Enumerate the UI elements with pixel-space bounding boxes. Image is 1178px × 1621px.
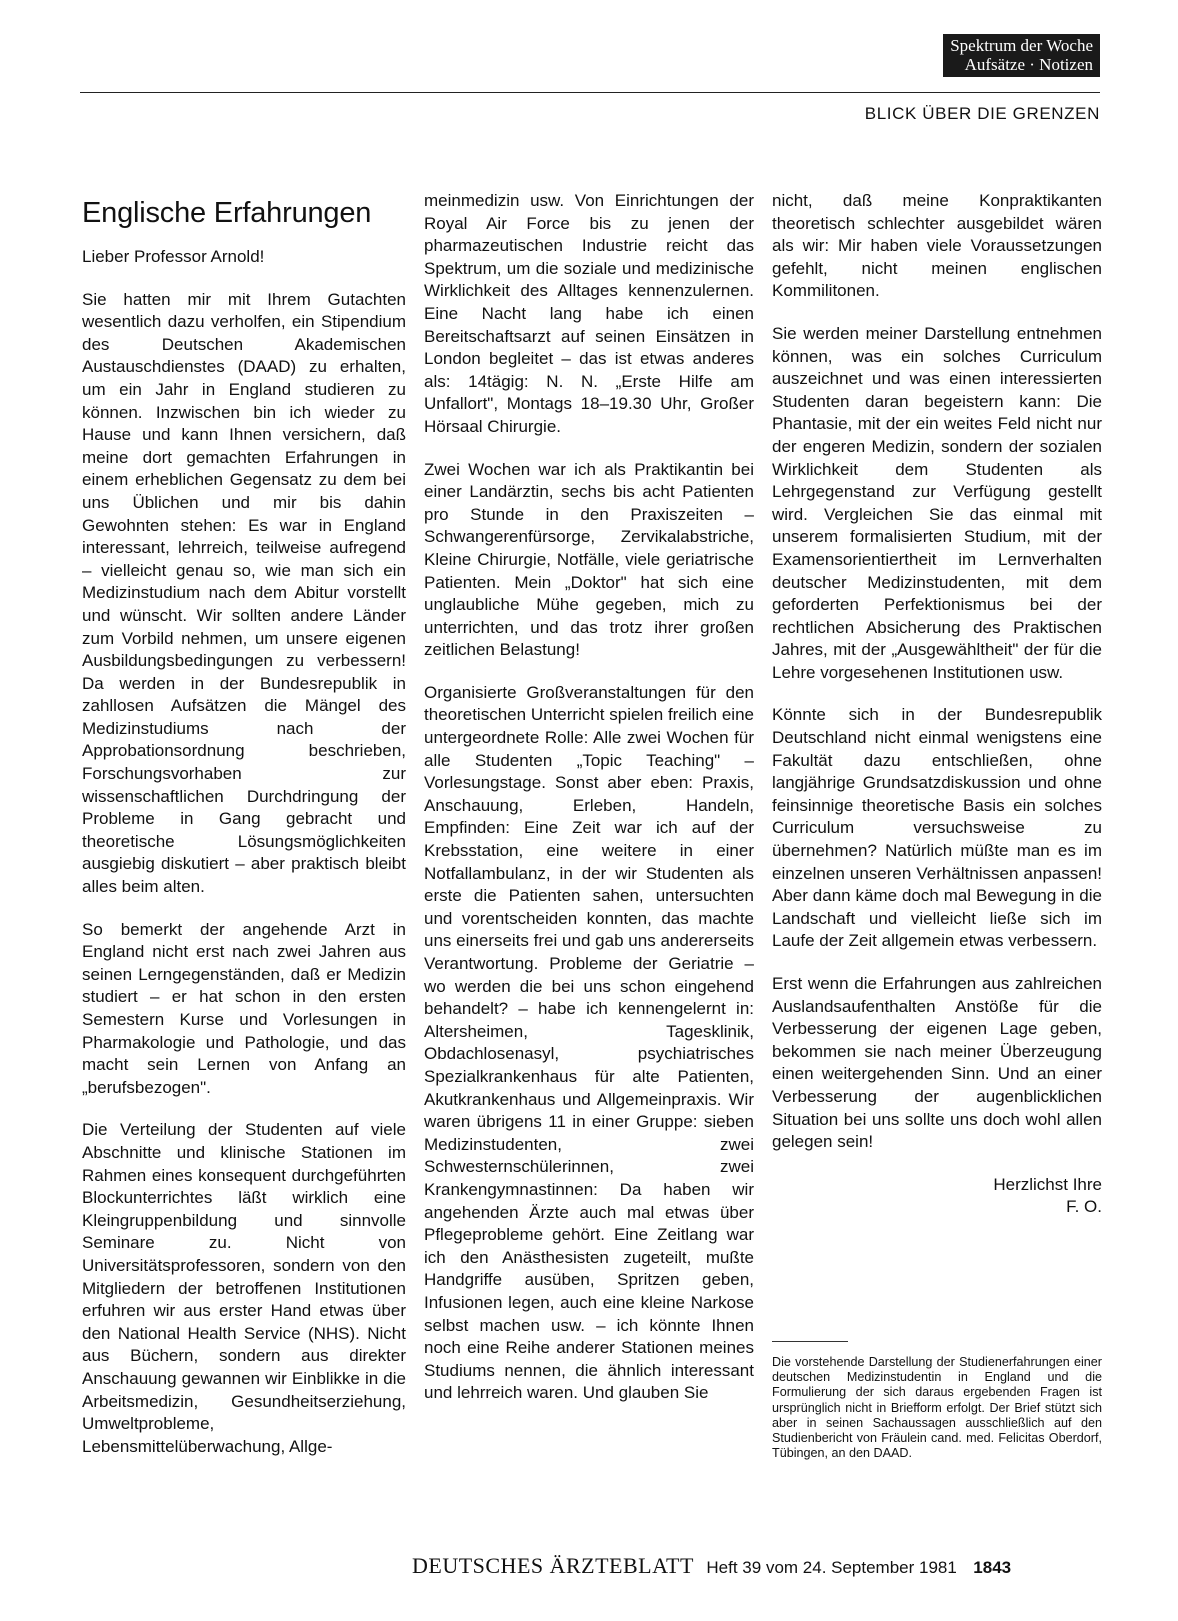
footnote-rule (772, 1341, 848, 1342)
signature: F. O. (1066, 1197, 1102, 1217)
paragraph: nicht, daß meine Konpraktikanten theoretisch schlechter ausgebildet wären als wir: Mir haben viele Voraussetzungen gefehlt, nicht meinen englischen Kommilitonen. (772, 191, 1102, 301)
header-line-1: Spektrum der Woche (950, 36, 1093, 55)
paragraph: Erst wenn die Erfahrungen aus zahlreichen Auslandsaufenthalten Anstöße für die Verbesserung der eigenen Lage geben, bekommen sie nach meiner Überzeugung einen weitergehenden Sinn. Und an einer Verbesserung der augenblicklichen Situation bei uns sollte uns doch wohl allen gelegen sein! (772, 974, 1102, 1152)
closing-block (772, 1174, 1102, 1219)
header-line-2: Aufsätze · Notizen (964, 55, 1093, 74)
section-header-box (943, 34, 1100, 77)
closing: Herzlichst Ihre (993, 1174, 1102, 1194)
header-rule (80, 92, 1100, 93)
section-label: BLICK ÜBER DIE GRENZEN (864, 104, 1100, 123)
page-footer (412, 1553, 1011, 1579)
column-2 (424, 190, 754, 1425)
column-1 (82, 246, 406, 1478)
page-number: 1843 (973, 1558, 1012, 1577)
salutation: Lieber Professor Arnold! (82, 247, 265, 266)
journal-name: DEUTSCHES ÄRZTEBLATT (412, 1553, 694, 1578)
column-3 (772, 190, 1102, 1219)
paragraph: Könnte sich in der Bundesrepublik Deutschland nicht einmal wenigstens eine Fakultät dazu entschließen, ohne langjährige Grundsatzdiskussion und ohne feinsinnige theoretische Basis ein solches Curriculum versuchsweise zu übernehmen? Natürlich müßte man es im einzelnen unseren Verhältnissen anpassen! Aber dann käme doch mal Bewegung in die Landschaft und vielleicht ließe sich im Laufe der Zeit allgemein etwas verbessern. (772, 705, 1102, 951)
paragraph: Sie hatten mir mit Ihrem Gutachten wesentlich dazu verholfen, ein Stipendium des Deutschen Akademischen Austauschdienstes (DAAD) zu erhalten, um ein Jahr in England studieren zu können. Inzwischen bin ich wieder zu Hause und kann Ihnen versichern, daß meine dort gemachten Erfahrungen in einem erheblichen Gegensatz zu dem bei uns Üblichen und mir bis dahin Gewohnten stehen: Es war in England interessant, lehrreich, teilweise aufregend – vielleicht genau so, wie man sich ein Medizinstudium nach dem Abitur vorstellt und wünscht. Wir sollten andere Länder zum Vorbild nehmen, um unsere eigenen Ausbildungsbedingungen zu verbessern! Da werden in der Bundesrepublik in zahllosen Aufsätzen die Mängel des Medizinstudiums nach der Approbationsordnung beschrieben, Forschungsvorhaben zur wissenschaftlichen Durchdringung der Probleme in Gang gebracht und theoretische Lösungsmöglichkeiten ausgiebig diskutiert – aber praktisch bleibt alles beim alten. (82, 289, 406, 897)
paragraph: So bemerkt der angehende Arzt in England nicht erst nach zwei Jahren aus seinen Lerngegenständen, daß er Medizin studiert – er hat schon in den ersten Semestern Kurse und Vorlesungen in Pharmakologie und Pathologie, und das macht sein Lernen von Anfang an „berufsbezogen". (82, 919, 406, 1097)
paragraph: Zwei Wochen war ich als Praktikantin bei einer Landärztin, sechs bis acht Patienten pro Stunde in den Praxiszeiten – Schwangerenfürsorge, Zervikalabstriche, Kleine Chirurgie, Notfälle, viele geriatrische Patienten. Mein „Doktor" hat sich eine unglaubliche Mühe gegeben, mich zu unterrichten, und das trotz ihrer großen zeitlichen Belastung! (424, 459, 754, 660)
issue-info: Heft 39 vom 24. September 1981 (706, 1558, 957, 1577)
footnote: Die vorstehende Darstellung der Studienerfahrungen einer deutschen Medizinstudentin in England und die Formulierung der sich daraus ergebenden Fragen ist ursprünglich nicht in Briefform erfolgt. Der Brief stützt sich aber in seinen Sachaussagen ausschließlich auf den Studienbericht von Fräulein cand. med. Felicitas Oberdorf, Tübingen, an den DAAD. (772, 1355, 1102, 1461)
paragraph: Sie werden meiner Darstellung entnehmen können, was ein solches Curriculum auszeichnet und was einen interessierten Studenten daran begeistern kann: Die Phantasie, mit der ein weites Feld nicht nur der engeren Medizin, sondern der sozialen Wirklichkeit dem Studenten als Lehrgegenstand zur Verfügung gestellt wird. Vergleichen Sie das einmal mit unserem formalisierten Studium, mit der Examensorientiertheit im Lernverhalten deutscher Medizinstudenten, mit dem geforderten Perfektionismus bei der rechtlichen Absicherung des Praktischen Jahres, mit der „Ausgewähltheit" der für die Lehre vorgesehenen Institutionen usw. (772, 323, 1102, 682)
article-title: Englische Erfahrungen (82, 197, 372, 229)
paragraph: Die Verteilung der Studenten auf viele Abschnitte und klinische Stationen im Rahmen eines konsequent durchgeführten Blockunterrichtes läßt wirklich eine Kleingruppenbildung und sinnvolle Seminare zu. Nicht von Universitätsprofessoren, sondern von den Mitgliedern der betroffenen Institutionen erfuhren wir aus erster Hand etwas über den National Health Service (NHS). Nicht aus Büchern, sondern aus direkter Anschauung gewannen wir Einblikke in die Arbeitsmedizin, Gesundheitserziehung, Umweltprobleme, Lebensmittelüberwachung, Allge- (82, 1120, 406, 1456)
paragraph: Organisierte Großveranstaltungen für den theoretischen Unterricht spielen freilich eine untergeordnete Rolle: Alle zwei Wochen für alle Studenten „Topic Teaching" – Vorlesungstage. Sonst aber eben: Praxis, Anschauung, Erleben, Handeln, Empfinden: Eine Zeit war ich auf der Krebsstation, eine weitere in einer Notfallambulanz, in der wir Studenten als erste die Patienten sahen, untersuchten und vorentscheiden konnten, das machte uns einerseits frei und gab uns andererseits Verantwortung. Probleme der Geriatrie – wo werden die bei uns schon eingehend behandelt? – habe ich kennengelernt in: Altersheimen, Tagesklinik, Obdachlosenasyl, psychiatrisches Spezialkrankenhaus für alte Patienten, Akutkrankenhaus und Allgemeinpraxis. Wir waren übrigens 11 in einer Gruppe: sieben Medizinstudenten, zwei Schwesternschülerinnen, zwei Krankengymnastinnen: Da haben wir angehenden Ärzte auch mal etwas über Pflegeprobleme gehört. Eine Zeitlang war ich den Anästhesisten zugeteilt, mußte Handgriffe ausüben, Spritzen geben, Infusionen legen, auch eine kleine Narkose selbst machen usw. – ich könnte Ihnen noch eine Reihe anderer Stationen meines Studiums nennen, die ähnlich interessant und lehrreich waren. Und glauben Sie (424, 682, 754, 1403)
paragraph: meinmedizin usw. Von Einrichtungen der Royal Air Force bis zu jenen der pharmazeutischen Industrie reicht das Spektrum, um die soziale und medizinische Wirklichkeit des Alltages kennenzulernen. Eine Nacht lang habe ich einen Bereitschaftsarzt auf seinen Einsätzen in London begleitet – das ist etwas anderes als: 14tägig: N. N. „Erste Hilfe am Unfallort", Montags 18–19.30 Uhr, Großer Hörsaal Chirurgie. (424, 191, 754, 436)
